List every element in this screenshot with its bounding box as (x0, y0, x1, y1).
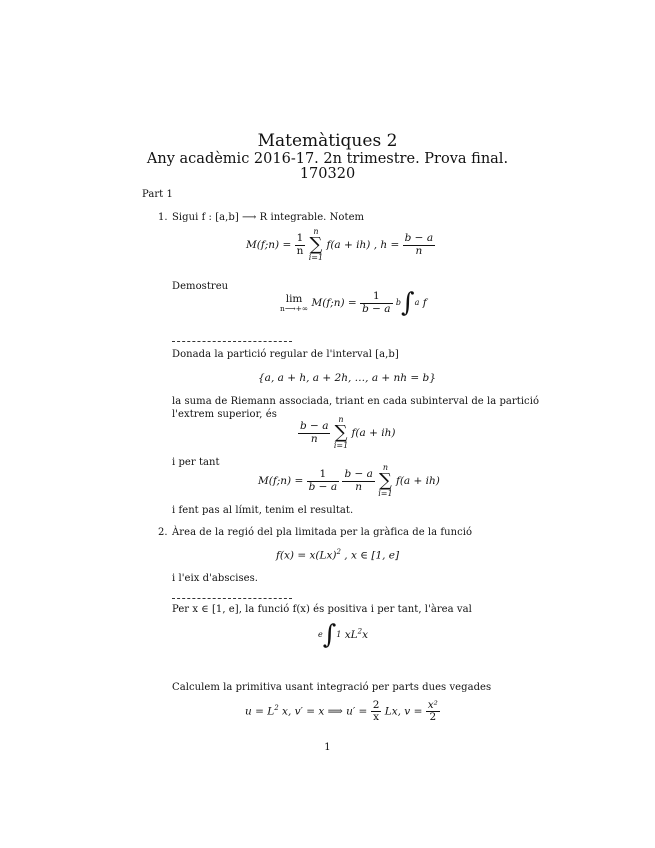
document-title: Matemàtiques 2 (257, 131, 398, 151)
eq-rs-fraction: $\frac{b - a}{n}$ (300, 420, 329, 445)
eq-rs-term: f(a + ih) (351, 427, 396, 439)
eq-def-term: f(a + ih) , h = (326, 239, 400, 251)
eq-area-exponent: 2 (357, 627, 363, 636)
eq-m-fraction-2: $\frac{b - a}{n}$ (344, 468, 373, 493)
eq-m-lhs: M(f;n) = (258, 475, 304, 487)
eq-f-exponent: 2 (336, 548, 341, 556)
eq-area-x: x (362, 629, 369, 641)
equation-m-expanded (258, 464, 440, 498)
eq-parts-a: u = L (245, 705, 275, 718)
demostreu-label: Demostreu (172, 281, 229, 292)
eq-m-fraction-1: $\frac{1}{b - a}$ (308, 468, 338, 493)
eq-limit-fraction: $\frac{1}{b - a}$ (362, 290, 391, 315)
eq-limit-m: M(f;n) = (311, 297, 357, 309)
eq-m-sum: n ∑ i=1 (378, 463, 393, 498)
problem-1-solution-line-3: l'extrem superior, és (172, 409, 277, 420)
equation-function (276, 548, 399, 562)
eq-def-lhs: M(f;n) = (246, 239, 292, 251)
problem-1-solution-line-1: Donada la partició regular de l'interval [a,b] (172, 349, 399, 360)
problem-1-solution-line-2: la suma de Riemann associada, triant en cada subinterval de la partició (172, 396, 540, 407)
equation-m-definition (246, 228, 435, 262)
eq-limit-f: f (422, 297, 427, 309)
problem-2-statement: Àrea de la regió del pla limitada per la gràfica de la funció (172, 527, 473, 538)
eq-def-sum: n ∑ i=1 (308, 227, 324, 262)
eq-f-domain: , x ∈ [1, e] (344, 549, 400, 562)
separator-rule (172, 341, 292, 342)
problem-1-statement: Sigui f : [a,b] ⟶ R integrable. Notem (172, 212, 365, 223)
eq-parts-c: Lx, v = (384, 705, 423, 718)
equation-partition: {a, a + h, a + 2h, …, a + nh = b} (258, 372, 436, 384)
problem-2-solution-line-2: Calculem la primitiva usant integració per parts dues vegades (172, 682, 492, 693)
document-subtitle: Any acadèmic 2016-17. 2n trimestre. Prova final. (146, 151, 509, 167)
eq-m-term: f(a + ih) (395, 475, 440, 487)
equation-riemann-sum (298, 416, 395, 450)
eq-h-fraction: $\frac{b - a}{n}$ (404, 232, 434, 257)
equation-limit (280, 290, 427, 316)
problem-1-number: 1. (158, 212, 168, 223)
equation-integration-by-parts (245, 700, 440, 723)
eq-f-body: f(x) = x(Lx) (276, 549, 337, 562)
per-tant-label: i per tant (172, 457, 220, 468)
problem-2-axis-line: i l'eix d'abscises. (172, 573, 259, 584)
problem-2-solution-line-1: Per x ∈ [1, e], la funció f(x) és positiva i per tant, l'àrea val (172, 604, 472, 615)
eq-area-integrand: xL (344, 629, 358, 641)
page-number: 1 (324, 742, 331, 753)
part-label: Part 1 (142, 189, 173, 200)
eq-limit-integral: b∫a (395, 288, 420, 318)
separator-rule-2 (172, 598, 292, 599)
eq-area-integral-sign: e∫1 (318, 620, 342, 650)
eq-parts-v-fraction: $\frac{\text{x²}}{2}$ (427, 699, 438, 724)
eq-rs-sum: n ∑ i=1 (333, 415, 349, 450)
equation-area-integral (318, 622, 368, 648)
document-code: 170320 (299, 166, 356, 182)
eq-def-fraction: $\frac{1}{n}$ (296, 232, 304, 257)
eq-parts-b: x, v′ = x ⟹ u′ = (282, 705, 368, 718)
eq-limit-operator: lim n⟶+∞ (280, 293, 309, 313)
problem-1-conclusion: i fent pas al límit, tenim el resultat. (172, 505, 354, 516)
eq-parts-fraction: $\frac{2}{x}$ (372, 699, 380, 724)
problem-2-number: 2. (158, 527, 168, 538)
eq-parts-a-exponent: 2 (274, 704, 279, 713)
